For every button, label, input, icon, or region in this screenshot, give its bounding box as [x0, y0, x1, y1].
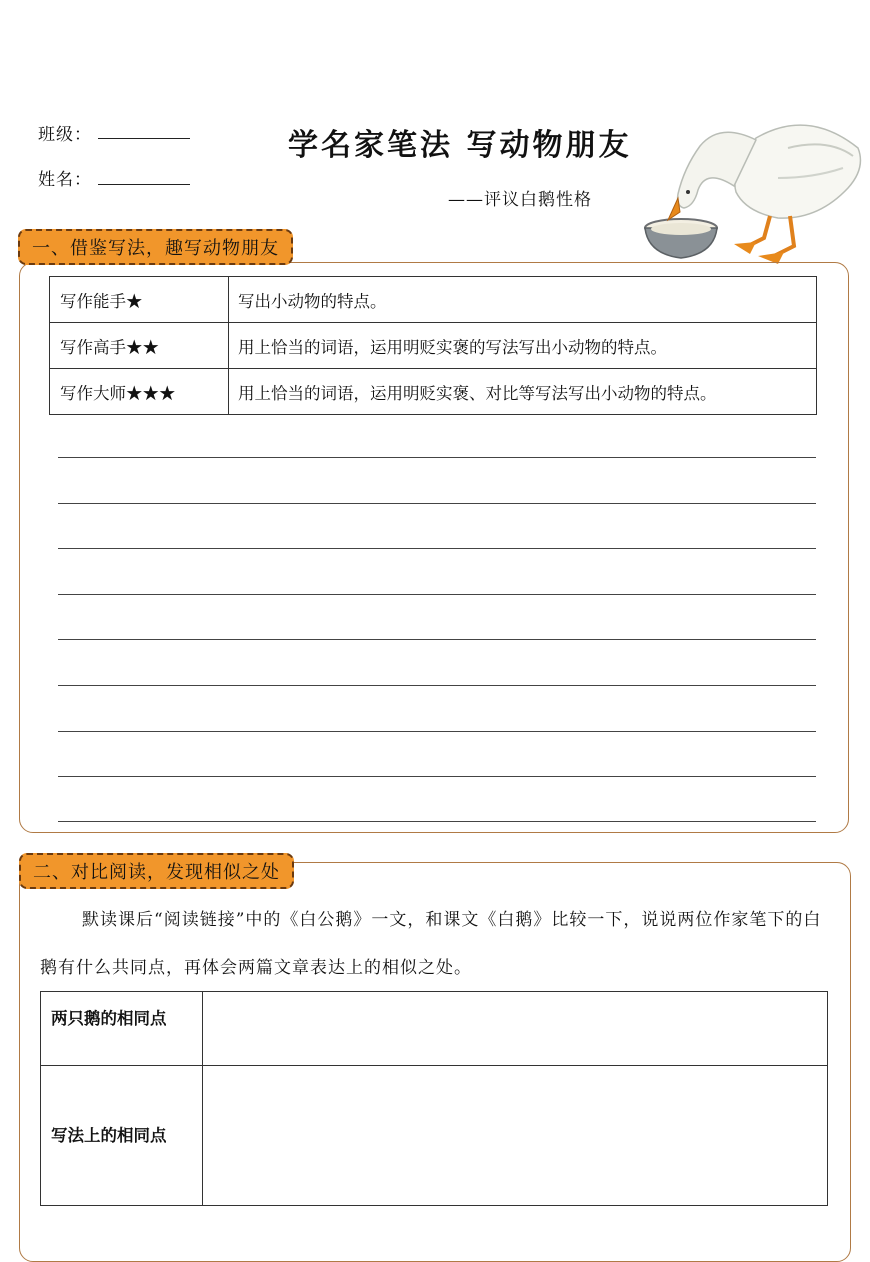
name-label: 姓名： [38, 170, 92, 190]
criteria-desc: 写出小动物的特点。 [229, 277, 817, 323]
criteria-level: 写作高手★★ [50, 323, 229, 369]
writing-line[interactable] [58, 639, 816, 640]
name-field[interactable] [98, 184, 190, 185]
table-row [41, 1066, 828, 1206]
comparison-table [40, 991, 828, 1206]
criteria-row [50, 369, 817, 415]
writing-line[interactable] [58, 594, 816, 595]
section2-tag: 二、对比阅读，发现相似之处 [19, 853, 294, 889]
criteria-table [49, 276, 817, 415]
writing-line[interactable] [58, 776, 816, 777]
writing-line[interactable] [58, 731, 816, 732]
criteria-row [50, 323, 817, 369]
answer-cell[interactable] [203, 1066, 828, 1206]
writing-line[interactable] [58, 821, 816, 822]
writing-line[interactable] [58, 685, 816, 686]
class-field[interactable] [98, 138, 190, 139]
writing-line[interactable] [58, 503, 816, 504]
page-title: 学名家笔法 写动物朋友 [288, 128, 632, 163]
criteria-level: 写作大师★★★ [50, 369, 229, 415]
writing-line[interactable] [58, 548, 816, 549]
instruction-paragraph: 默读课后“阅读链接”中的《白公鹅》一文，和课文《白鹅》比较一下，说说两位作家笔下的白鹅有什么共同点，再体会两篇文章表达上的相似之处。 [40, 910, 822, 978]
criteria-row [50, 277, 817, 323]
criteria-desc: 用上恰当的词语，运用明贬实褒的写法写出小动物的特点。 [229, 323, 817, 369]
answer-cell[interactable] [203, 992, 828, 1066]
page-subtitle: ——评议白鹅性格 [448, 190, 592, 210]
criteria-level: 写作能手★ [50, 277, 229, 323]
criteria-desc: 用上恰当的词语，运用明贬实褒、对比等写法写出小动物的特点。 [229, 369, 817, 415]
section1-tag: 一、借鉴写法，趣写动物朋友 [18, 229, 293, 265]
class-label: 班级： [38, 125, 92, 145]
writing-line[interactable] [58, 457, 816, 458]
row-label-goose-similarities: 两只鹅的相同点 [41, 992, 203, 1066]
table-row [41, 992, 828, 1066]
row-label-writing-similarities: 写法上的相同点 [41, 1066, 203, 1206]
goose-illustration [638, 108, 866, 266]
